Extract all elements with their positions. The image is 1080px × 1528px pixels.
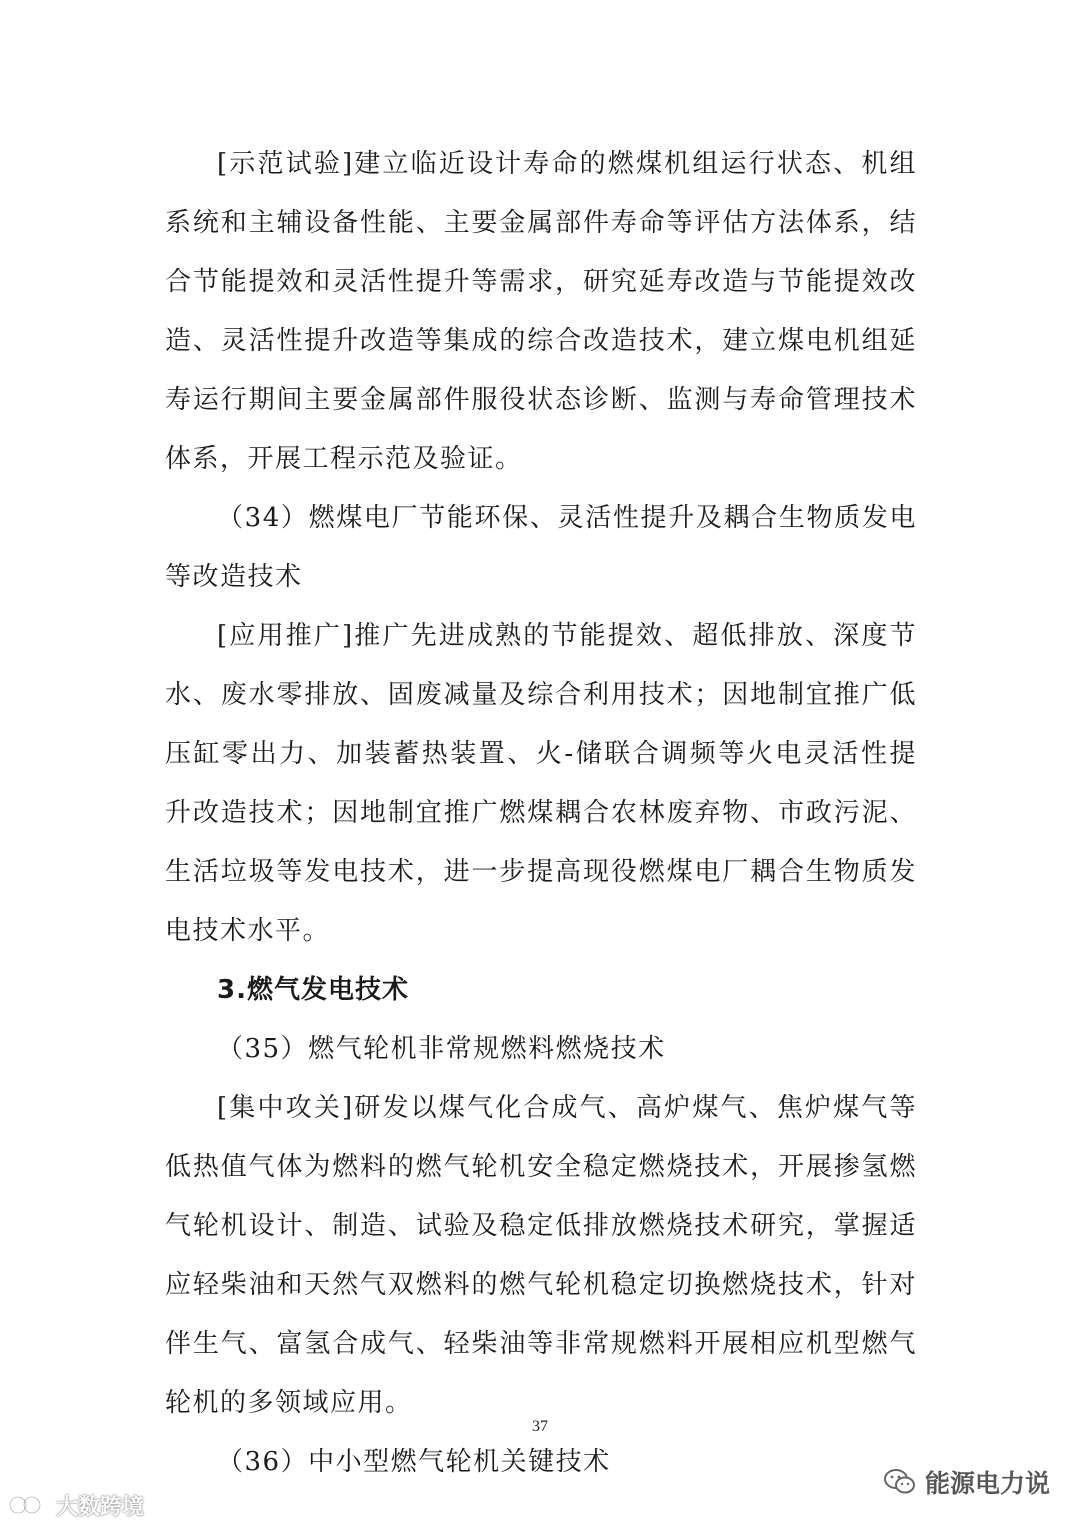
paragraph-key-research: [集中攻关]研发以煤气化合成气、高炉煤气、焦炉煤气等低热值气体为燃料的燃气轮机安全稳定燃烧技术，开展掺氢燃气轮机设计、制造、试验及稳定低排放燃烧技术研究，掌握适应轻柴油和天然气双燃料的燃气轮机稳定切换燃烧技术，针对伴生气、富氢合成气、轻柴油等非常规燃料开展相应机型燃气轮机的多领域应用。 [165,1093,917,1418]
item-35-heading: （35）燃气轮机非常规燃料燃烧技术 [217,1034,666,1064]
page-number: 37 [532,1418,548,1435]
paragraph-application-promotion: [应用推广]推广先进成熟的节能提效、超低排放、深度节水、废水零排放、固废减量及综合利用技术；因地制宜推广低压缸零出力、加装蓄热装置、火-储联合调频等火电灵活性提升改造技术；因地制宜推广燃煤耦合农林废弃物、市政污泥、生活垃圾等发电技术，进一步提高现役燃煤电厂耦合生物质发电技术水平。 [165,621,917,946]
watermark-platform [8,1490,144,1520]
watermark-left-text: 大数跨境 [56,1494,145,1520]
watermark-wechat-account [883,1462,1050,1502]
wechat-icon [883,1467,917,1497]
document-body [165,135,917,1492]
platform-logo-icon [8,1492,50,1518]
section-heading-gas-power: 3.燃气发电技术 [217,975,409,1005]
watermark-right-text: 能源电力说 [924,1469,1050,1498]
item-36-heading: （36）中小型燃气轮机关键技术 [217,1447,611,1477]
paragraph-demonstration-test: [示范试验]建立临近设计寿命的燃煤机组运行状态、机组系统和主辅设备性能、主要金属部件寿命等评估方法体系，结合节能提效和灵活性提升等需求，研究延寿改造与节能提效改造、灵活性提升改造等集成的综合改造技术，建立煤电机组延寿运行期间主要金属部件服役状态诊断、监测与寿命管理技术体系，开展工程示范及验证。 [165,149,917,474]
item-34-heading: （34）燃煤电厂节能环保、灵活性提升及耦合生物质发电等改造技术 [165,503,917,592]
